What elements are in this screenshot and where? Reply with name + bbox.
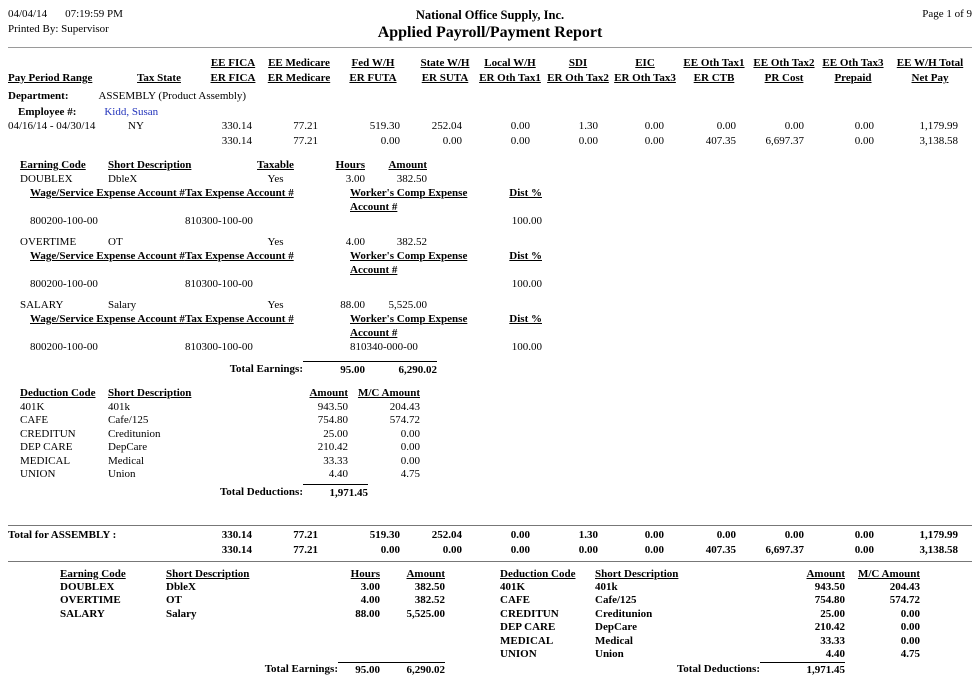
col-header-ee-oth-tax2: EE Oth Tax2	[750, 56, 818, 71]
deductions-section	[20, 387, 972, 501]
department-total-grid	[8, 528, 972, 558]
amount-cell: 3,138.58	[888, 543, 972, 558]
mc-amount-header: M/C Amount	[845, 568, 920, 581]
header-divider	[8, 47, 972, 48]
deduction-desc: 401k	[108, 401, 248, 415]
amount-cell: 519.30	[332, 119, 414, 134]
report-title: Applied Payroll/Payment Report	[248, 23, 732, 42]
mc-amount-header: M/C Amount	[348, 387, 420, 401]
summary-deduction-row	[500, 648, 920, 661]
earning-desc: DbleX	[108, 172, 248, 186]
earning-code-header: Earning Code	[60, 568, 166, 581]
deduction-amount: 25.00	[760, 608, 845, 621]
total-deductions-amount: 1,971.45	[760, 662, 845, 678]
amount-cell: 0.00	[678, 119, 750, 134]
expense-account-value-row	[30, 277, 972, 291]
taxable-header: Taxable	[248, 158, 303, 172]
deduction-mc-amount: 574.72	[348, 414, 420, 428]
amount-cell: 407.35	[678, 134, 750, 149]
printed-by: Printed By: Supervisor	[8, 23, 248, 35]
amount-cell: 0.00	[476, 119, 544, 134]
deduction-code: 401K	[20, 401, 108, 415]
earning-code: SALARY	[20, 298, 108, 312]
wage-expense-account-header: Wage/Service Expense Account #	[30, 186, 185, 214]
deduction-amount: 754.80	[760, 594, 845, 607]
amount-cell: 330.14	[200, 134, 266, 149]
earning-desc: OT	[166, 594, 338, 607]
amount-cell: 0.00	[332, 134, 414, 149]
col-header-net-pay: Net Pay	[888, 71, 972, 86]
total-deductions-row	[20, 484, 972, 501]
deduction-row	[20, 401, 972, 415]
deduction-mc-amount: 204.43	[845, 581, 920, 594]
amount-cell: 0.00	[332, 543, 414, 558]
tax-account: 810300-100-00	[185, 214, 350, 228]
deduction-desc: Cafe/125	[595, 594, 760, 607]
deduction-amount: 33.33	[760, 635, 845, 648]
employee-link[interactable]: Kidd, Susan	[104, 106, 158, 118]
dist-pct-header: Dist %	[500, 186, 542, 214]
deduction-desc: Union	[595, 648, 760, 661]
col-header-ee-medicare: EE Medicare	[266, 56, 332, 71]
col-header-er-oth-tax2: ER Oth Tax2	[544, 71, 612, 86]
amount-cell: 0.00	[678, 528, 750, 543]
print-time: 07:19:59 PM	[65, 8, 123, 20]
deduction-code: MEDICAL	[500, 635, 595, 648]
short-description-header: Short Description	[166, 568, 338, 581]
workers-comp-expense-account-header: Worker's Comp Expense Account #	[350, 312, 500, 340]
deduction-mc-amount: 574.72	[845, 594, 920, 607]
deduction-code: DEP CARE	[500, 621, 595, 634]
col-header-er-oth-tax1: ER Oth Tax1	[476, 71, 544, 86]
amount-cell: 330.14	[200, 119, 266, 134]
summary-earnings-header-row	[60, 568, 445, 581]
earning-amount: 382.50	[365, 172, 427, 186]
tax-expense-account-header: Tax Expense Account #	[185, 249, 350, 277]
col-header-fed-wh: Fed W/H	[332, 56, 414, 71]
earning-amount: 382.52	[365, 235, 427, 249]
deduction-row	[20, 441, 972, 455]
deduction-row	[20, 468, 972, 482]
earning-taxable: Yes	[248, 235, 303, 249]
earning-code: SALARY	[60, 608, 166, 621]
col-header-er-fica: ER FICA	[200, 71, 266, 86]
deduction-mc-amount: 0.00	[845, 608, 920, 621]
col-header-ee-wh-total: EE W/H Total	[888, 56, 972, 71]
total-earnings-label: Total Earnings:	[60, 662, 338, 678]
wage-expense-account-header: Wage/Service Expense Account #	[30, 249, 185, 277]
amount-cell: 1.30	[544, 119, 612, 134]
amount-cell: 0.00	[818, 543, 888, 558]
earning-taxable: Yes	[248, 298, 303, 312]
col-header-eic: EIC	[612, 56, 678, 71]
summary-earning-row	[60, 608, 445, 621]
deduction-amount: 4.40	[760, 648, 845, 661]
total-earnings-amount: 6,290.02	[380, 662, 445, 678]
expense-account-header-row	[30, 249, 972, 277]
deduction-desc: Cafe/125	[108, 414, 248, 428]
col-header-ee-fica: EE FICA	[200, 56, 266, 71]
employee-row	[8, 103, 972, 119]
deduction-amount: 210.42	[760, 621, 845, 634]
department-total-ee-row	[8, 528, 972, 543]
total-earnings-label: Total Earnings:	[20, 361, 303, 378]
deduction-desc: Creditunion	[595, 608, 760, 621]
amount-cell: 1,179.99	[888, 119, 972, 134]
earning-amount: 5,525.00	[365, 298, 427, 312]
deduction-code: 401K	[500, 581, 595, 594]
grid-header-row-1	[8, 56, 972, 71]
col-header-state-wh: State W/H	[414, 56, 476, 71]
col-header-er-oth-tax3: ER Oth Tax3	[612, 71, 678, 86]
earning-desc: DbleX	[166, 581, 338, 594]
amount-cell: 1.30	[544, 528, 612, 543]
earning-taxable: Yes	[248, 172, 303, 186]
amount-cell: 6,697.37	[750, 134, 818, 149]
col-header-ee-oth-tax1: EE Oth Tax1	[678, 56, 750, 71]
department-total-label: Total for ASSEMBLY :	[8, 528, 200, 543]
summary-total-earnings-row	[60, 662, 445, 678]
department-value: ASSEMBLY (Product Assembly)	[98, 90, 246, 102]
deduction-desc: DepCare	[595, 621, 760, 634]
deduction-code: CAFE	[500, 594, 595, 607]
tax-expense-account-header: Tax Expense Account #	[185, 186, 350, 214]
wage-account: 800200-100-00	[30, 340, 185, 354]
earning-hours: 4.00	[303, 235, 365, 249]
earning-code: OVERTIME	[60, 594, 166, 607]
datetime	[8, 8, 248, 20]
deduction-amount: 4.40	[248, 468, 348, 482]
amount-cell: 0.00	[414, 543, 476, 558]
comp-account: 810340-000-00	[350, 340, 500, 354]
deduction-desc: Union	[108, 468, 248, 482]
department-summary	[8, 568, 972, 678]
earning-row	[20, 298, 972, 312]
comp-account	[350, 214, 500, 228]
total-earnings-amount: 6,290.02	[365, 361, 437, 378]
deduction-code: UNION	[500, 648, 595, 661]
expense-account-header-row	[30, 312, 972, 340]
total-earnings-hours: 95.00	[303, 361, 365, 378]
deduction-mc-amount: 4.75	[845, 648, 920, 661]
dist-pct-header: Dist %	[500, 312, 542, 340]
deduction-row	[20, 414, 972, 428]
company-name: National Office Supply, Inc.	[248, 8, 732, 23]
tax-expense-account-header: Tax Expense Account #	[185, 312, 350, 340]
earning-amount: 382.52	[380, 594, 445, 607]
hours-header: Hours	[303, 158, 365, 172]
hours-header: Hours	[338, 568, 380, 581]
wage-expense-account-header: Wage/Service Expense Account #	[30, 312, 185, 340]
amount-header: Amount	[760, 568, 845, 581]
deduction-desc: 401k	[595, 581, 760, 594]
amount-cell: 0.00	[414, 134, 476, 149]
deduction-amount: 943.50	[760, 581, 845, 594]
summary-deduction-row	[500, 621, 920, 634]
deductions-header-row	[20, 387, 972, 401]
col-header-er-suta: ER SUTA	[414, 71, 476, 86]
amount-cell: 0.00	[612, 543, 678, 558]
earning-code: DOUBLEX	[60, 581, 166, 594]
amount-cell: 407.35	[678, 543, 750, 558]
deduction-row	[20, 428, 972, 442]
total-earnings-row	[20, 361, 972, 378]
tax-account: 810300-100-00	[185, 277, 350, 291]
deduction-amount: 210.42	[248, 441, 348, 455]
department-total-er-row	[8, 543, 972, 558]
deduction-mc-amount: 0.00	[348, 441, 420, 455]
employee-er-tax-row	[8, 134, 972, 149]
amount-cell: 77.21	[266, 119, 332, 134]
report-header-line-2	[8, 23, 972, 42]
deduction-desc: DepCare	[108, 441, 248, 455]
earnings-header-row	[20, 158, 972, 172]
deduction-desc: Medical	[108, 455, 248, 469]
print-date: 04/04/14	[8, 8, 47, 20]
earning-hours: 3.00	[303, 172, 365, 186]
earning-desc: OT	[108, 235, 248, 249]
report-header-line-1	[8, 8, 972, 23]
deduction-code: CREDITUN	[20, 428, 108, 442]
amount-cell: 0.00	[818, 134, 888, 149]
deduction-code: UNION	[20, 468, 108, 482]
amount-cell: 0.00	[612, 119, 678, 134]
dist-pct: 100.00	[500, 214, 542, 228]
amount-cell: 330.14	[200, 543, 266, 558]
amount-cell: 0.00	[818, 119, 888, 134]
summary-deductions-table	[500, 568, 920, 678]
tax-account: 810300-100-00	[185, 340, 350, 354]
amount-cell: 77.21	[266, 543, 332, 558]
short-description-header: Short Description	[108, 158, 248, 172]
expense-account-value-row	[30, 214, 972, 228]
expense-account-value-row	[30, 340, 972, 354]
col-header-er-futa: ER FUTA	[332, 71, 414, 86]
employee-label: Employee #:	[18, 106, 76, 118]
amount-cell: 0.00	[544, 134, 612, 149]
amount-cell: 252.04	[414, 528, 476, 543]
deduction-code-header: Deduction Code	[20, 387, 108, 401]
grid-header-row-2	[8, 71, 972, 86]
deduction-mc-amount: 4.75	[348, 468, 420, 482]
amount-cell: 0.00	[544, 543, 612, 558]
dist-pct: 100.00	[500, 340, 542, 354]
summary-deduction-row	[500, 581, 920, 594]
workers-comp-expense-account-header: Worker's Comp Expense Account #	[350, 186, 500, 214]
deduction-mc-amount: 0.00	[845, 621, 920, 634]
earning-desc: Salary	[108, 298, 248, 312]
deduction-mc-amount: 204.43	[348, 401, 420, 415]
col-header-local-wh: Local W/H	[476, 56, 544, 71]
deduction-code: CAFE	[20, 414, 108, 428]
dist-pct-header: Dist %	[500, 249, 542, 277]
col-header-pr-cost: PR Cost	[750, 71, 818, 86]
summary-earning-row	[60, 594, 445, 607]
earning-hours: 4.00	[338, 594, 380, 607]
total-deductions-amount: 1,971.45	[303, 484, 368, 501]
dist-pct: 100.00	[500, 277, 542, 291]
earning-hours: 88.00	[338, 608, 380, 621]
deduction-amount: 25.00	[248, 428, 348, 442]
earning-hours: 88.00	[303, 298, 365, 312]
summary-deduction-row	[500, 635, 920, 648]
short-description-header: Short Description	[108, 387, 248, 401]
col-header-ee-oth-tax3: EE Oth Tax3	[818, 56, 888, 71]
deduction-mc-amount: 0.00	[348, 428, 420, 442]
col-header-er-medicare: ER Medicare	[266, 71, 332, 86]
deduction-code-header: Deduction Code	[500, 568, 595, 581]
page-indicator: Page 1 of 9	[732, 8, 972, 20]
summary-total-deductions-row	[500, 662, 920, 678]
summary-deductions-header-row	[500, 568, 920, 581]
amount-cell: 0.00	[750, 119, 818, 134]
employee-ee-tax-row	[8, 119, 972, 134]
earning-code: DOUBLEX	[20, 172, 108, 186]
earning-row	[20, 172, 972, 186]
amount-cell: 0.00	[476, 528, 544, 543]
section-divider	[8, 525, 972, 526]
col-header-prepaid: Prepaid	[818, 71, 888, 86]
amount-cell: 0.00	[476, 543, 544, 558]
col-header-er-ctb: ER CTB	[678, 71, 750, 86]
earning-row	[20, 235, 972, 249]
summary-deduction-row	[500, 608, 920, 621]
col-header-tax-state: Tax State	[118, 71, 200, 86]
amount-cell: 77.21	[266, 528, 332, 543]
amount-cell: 0.00	[612, 528, 678, 543]
deduction-code: DEP CARE	[20, 441, 108, 455]
wage-account: 800200-100-00	[30, 214, 185, 228]
amount-header: Amount	[248, 387, 348, 401]
earning-amount: 382.50	[380, 581, 445, 594]
wage-account: 800200-100-00	[30, 277, 185, 291]
amount-cell: 252.04	[414, 119, 476, 134]
earning-code: OVERTIME	[20, 235, 108, 249]
summary-earning-row	[60, 581, 445, 594]
short-description-header: Short Description	[595, 568, 760, 581]
earning-code-header: Earning Code	[20, 158, 108, 172]
total-deductions-label: Total Deductions:	[20, 484, 303, 501]
earning-amount: 5,525.00	[380, 608, 445, 621]
amount-cell: 3,138.58	[888, 134, 972, 149]
department-label: Department:	[8, 90, 68, 102]
deduction-amount: 754.80	[248, 414, 348, 428]
amount-cell: 6,697.37	[750, 543, 818, 558]
deduction-desc: Creditunion	[108, 428, 248, 442]
workers-comp-expense-account-header: Worker's Comp Expense Account #	[350, 249, 500, 277]
earning-desc: Salary	[166, 608, 338, 621]
amount-cell: 519.30	[332, 528, 414, 543]
amount-header: Amount	[365, 158, 427, 172]
amount-cell: 77.21	[266, 134, 332, 149]
earning-hours: 3.00	[338, 581, 380, 594]
amount-cell: 0.00	[818, 528, 888, 543]
deduction-code: CREDITUN	[500, 608, 595, 621]
summary-deduction-row	[500, 594, 920, 607]
pay-period-range: 04/16/14 - 04/30/14	[8, 119, 118, 134]
comp-account	[350, 277, 500, 291]
expense-account-header-row	[30, 186, 972, 214]
deduction-amount: 943.50	[248, 401, 348, 415]
deduction-desc: Medical	[595, 635, 760, 648]
summary-earnings-table	[60, 568, 445, 678]
amount-cell: 1,179.99	[888, 528, 972, 543]
deduction-row	[20, 455, 972, 469]
total-deductions-label: Total Deductions:	[500, 662, 760, 678]
col-header-sdi: SDI	[544, 56, 612, 71]
amount-cell: 330.14	[200, 528, 266, 543]
deduction-mc-amount: 0.00	[348, 455, 420, 469]
earnings-section	[20, 158, 972, 378]
deduction-code: MEDICAL	[20, 455, 108, 469]
amount-cell: 0.00	[750, 528, 818, 543]
amount-header: Amount	[380, 568, 445, 581]
tax-state-value: NY	[118, 119, 200, 134]
tax-grid	[8, 56, 972, 149]
col-header-pay-period-range: Pay Period Range	[8, 71, 118, 86]
amount-cell: 0.00	[476, 134, 544, 149]
department-row	[8, 86, 972, 103]
section-divider	[8, 561, 972, 562]
total-earnings-hours: 95.00	[338, 662, 380, 678]
amount-cell: 0.00	[612, 134, 678, 149]
deduction-amount: 33.33	[248, 455, 348, 469]
deduction-mc-amount: 0.00	[845, 635, 920, 648]
